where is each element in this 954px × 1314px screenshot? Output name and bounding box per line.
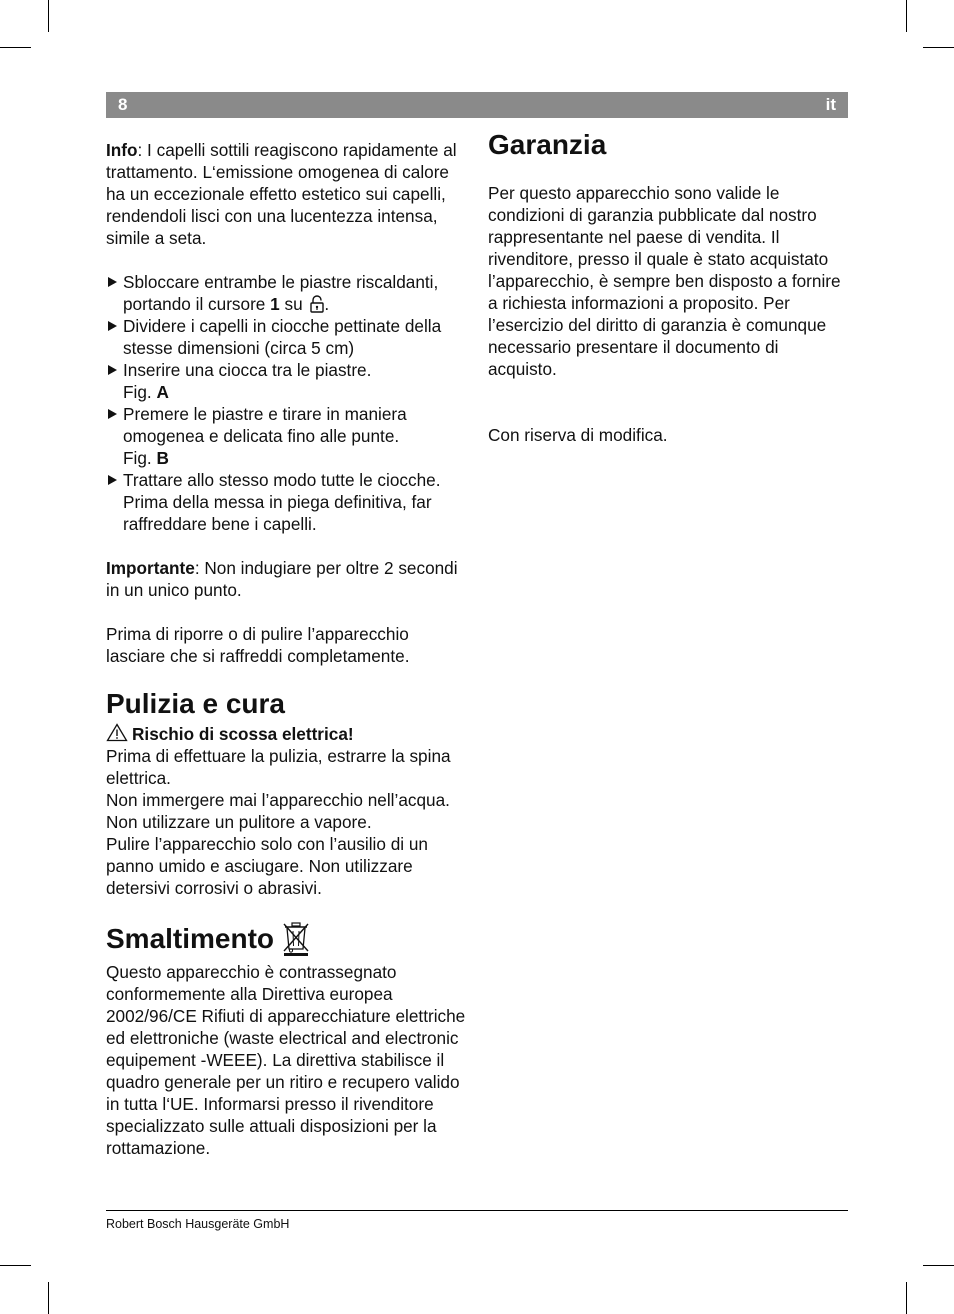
left-column [106,139,468,1159]
page-number: 8 [118,95,128,114]
info-text: : I capelli sottili reagiscono rapidamente al trattamento. L‘emissione omogenea di calore ha un eccezionale effetto estetico sui capelli, rendendoli lisci con una lucentezza intensa, simile a seta. [106,140,457,248]
info-label: Info [106,140,138,160]
warning-title: Rischio di scossa elettrica! [132,724,354,744]
step-item: Trattare allo stesso modo tutte le ciocche. Prima della messa in piega definitiva, far raffreddare bene i capelli. [106,469,468,535]
instruction-steps [106,271,468,535]
crossed-bin-icon [282,921,310,957]
pulizia-line: Prima di effettuare la pulizia, estrarre la spina elettrica. [106,746,451,788]
language-code: it [825,95,836,114]
crop-mark [48,0,49,32]
smaltimento-paragraph: Questo apparecchio è contrassegnato conformemente alla Direttiva europea 2002/96/CE Rifiuti di apparecchiature elettriche ed elettroniche (waste electrical and electronic equipement -WEEE). La direttiva stabilisce il quadro generale per un ritiro e recupero valido in tutta l‘UE. Informarsi presso il rivenditore specializzato sulle attuali disposizioni per la rottamazione. [106,962,466,1158]
footer-company: Robert Bosch Hausgeräte GmbH [106,1217,290,1231]
step-item: Premere le piastre e tirare in maniera omogenea e delicata fino alle punte. Fig. B [106,403,468,469]
step-item: Sbloccare entrambe le piastre riscaldanti, portando il cursore 1 su . [106,271,468,315]
footer-rule [106,1210,848,1211]
crop-mark [0,1265,31,1266]
section-title-pulizia: Pulizia e cura [106,688,285,719]
right-column [488,129,850,446]
pulizia-line: Non utilizzare un pulitore a vapore. [106,812,372,832]
crop-mark [906,0,907,32]
crop-mark [48,1282,49,1314]
warning-line [106,723,468,745]
step-item: Inserire una ciocca tra le piastre. Fig. A [106,359,468,403]
pulizia-line: Pulire l’apparecchio solo con l’ausilio di un panno umido e asciugare. Non utilizzare detersivi corrosivi o abrasivi. [106,834,428,898]
crop-mark [0,47,31,48]
riserva-paragraph: Con riserva di modifica. [488,425,668,445]
warning-triangle-icon [106,723,128,742]
header-bar [106,92,848,118]
cooling-paragraph: Prima di riporre o di pulire l’apparecchio lasciare che si raffreddi completamente. [106,624,410,666]
section-title-garanzia: Garanzia [488,129,607,160]
important-paragraph: Importante: Non indugiare per oltre 2 secondi in un unico punto. [106,558,458,600]
crop-mark [906,1282,907,1314]
section-title-smaltimento: Smaltimento [106,921,468,957]
info-paragraph [106,139,468,249]
step-item: Dividere i capelli in ciocche pettinate della stesse dimensioni (circa 5 cm) [106,315,468,359]
crop-mark [923,47,954,48]
important-label: Importante [106,558,195,578]
unlock-icon [310,295,324,313]
pulizia-line: Non immergere mai l’apparecchio nell’acqua. [106,790,450,810]
garanzia-paragraph: Per questo apparecchio sono valide le condizioni di garanzia pubblicate dal nostro rappresentante nel paese di vendita. Il rivenditore, presso il quale è stato acquistato l’apparecchio, è sempre ben disposto a fornire a richiesta informazioni a proposito. Per l’esercizio del diritto di garanzia è comunque necessario presentare il documento di acquisto. [488,183,841,379]
crop-mark [923,1265,954,1266]
